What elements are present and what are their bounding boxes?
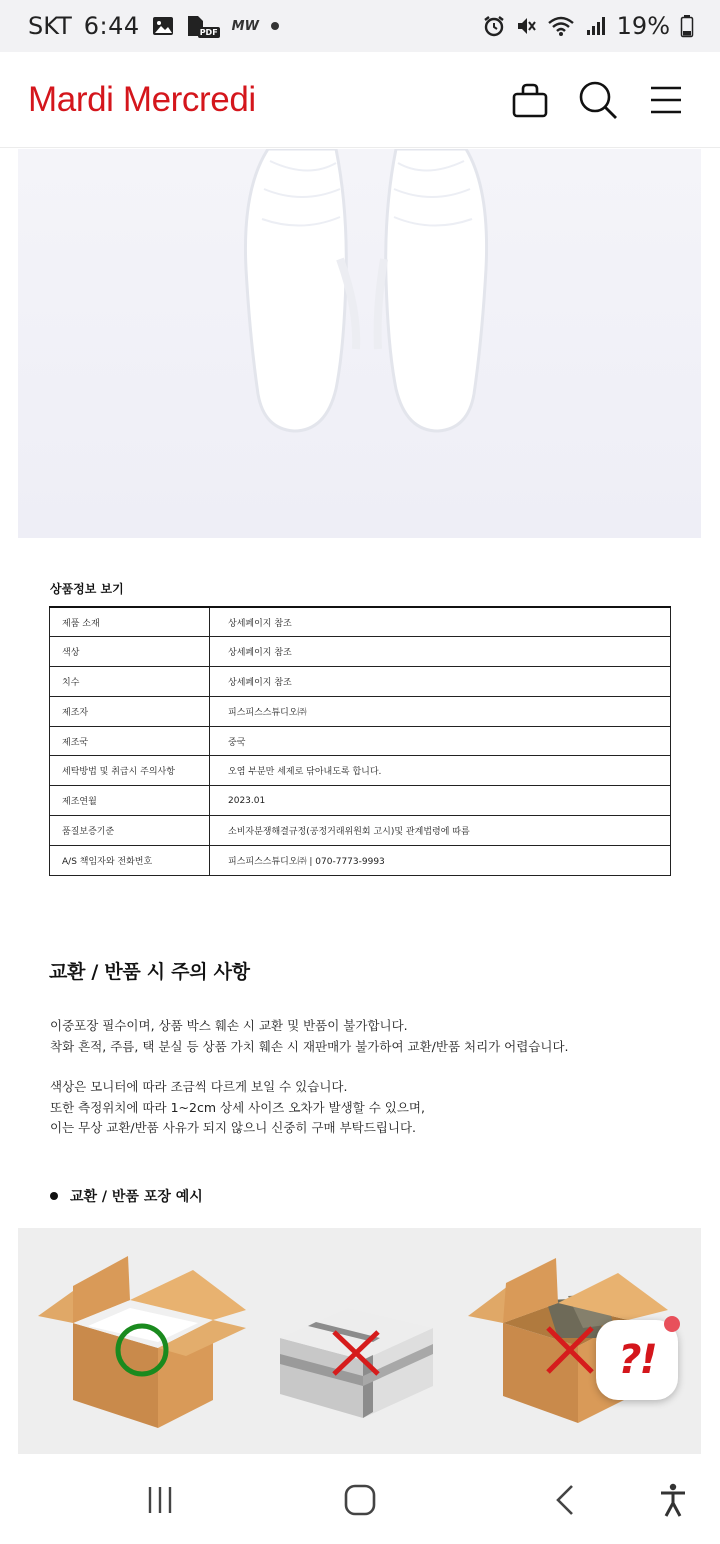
recent-apps-button[interactable] bbox=[130, 1456, 190, 1544]
site-header bbox=[0, 52, 720, 148]
packing-title bbox=[50, 1186, 203, 1206]
brand-logo[interactable]: Mardi Mercredi bbox=[28, 79, 256, 119]
accessibility-icon bbox=[659, 1483, 687, 1517]
notice-line: 착화 흔적, 주름, 택 분실 등 상품 가치 훼손 시 재판매가 불가하여 교환/반품 처리가 어렵습니다. bbox=[50, 1038, 569, 1054]
shopping-bag-icon bbox=[511, 81, 549, 119]
signal-icon bbox=[585, 15, 607, 37]
table-row bbox=[50, 637, 671, 667]
row-label: 제품 소재 bbox=[50, 607, 210, 637]
mw-label: MW bbox=[231, 18, 259, 34]
status-bar bbox=[0, 0, 720, 52]
home-button[interactable] bbox=[330, 1456, 390, 1544]
system-nav-bar bbox=[0, 1456, 720, 1544]
recent-apps-icon bbox=[145, 1485, 175, 1515]
help-floating-button[interactable] bbox=[596, 1320, 678, 1400]
mute-icon bbox=[515, 15, 537, 37]
battery-percent: 19% bbox=[616, 12, 670, 40]
bullet-icon bbox=[50, 1192, 58, 1200]
pdf-label: PDF bbox=[199, 27, 218, 37]
menu-button[interactable] bbox=[646, 78, 686, 122]
row-label: A/S 책임자와 전화번호 bbox=[50, 845, 210, 875]
table-row bbox=[50, 845, 671, 875]
notice-line: 이는 무상 교환/반품 사유가 되지 않으니 신중히 구매 부탁드립니다. bbox=[50, 1120, 416, 1135]
wifi-icon bbox=[547, 15, 575, 37]
table-row bbox=[50, 607, 671, 637]
notice-heading: 교환 / 반품 시 주의 사항 bbox=[49, 961, 250, 983]
notice-paragraph-1 bbox=[50, 1016, 569, 1057]
battery-icon bbox=[680, 14, 694, 38]
notification-dot-icon bbox=[271, 22, 279, 30]
table-row bbox=[50, 726, 671, 756]
row-value: 상세페이지 참조 bbox=[210, 637, 671, 667]
clock: 6:44 bbox=[83, 12, 140, 40]
packing-title-text: 교환 / 반품 포장 예시 bbox=[70, 1189, 203, 1205]
row-label: 제조국 bbox=[50, 726, 210, 756]
back-icon bbox=[555, 1484, 575, 1516]
table-row bbox=[50, 696, 671, 726]
product-info-table bbox=[49, 606, 671, 876]
row-value: 중국 bbox=[210, 726, 671, 756]
menu-icon bbox=[649, 85, 683, 115]
product-info-title: 상품정보 보기 bbox=[50, 582, 124, 596]
row-value: 오염 부분만 세제로 닦아내도록 합니다. bbox=[210, 756, 671, 786]
row-value: 상세페이지 참조 bbox=[210, 667, 671, 697]
carrier-label: SKT bbox=[28, 12, 72, 40]
row-label: 품질보증기준 bbox=[50, 816, 210, 846]
table-row bbox=[50, 667, 671, 697]
search-button[interactable] bbox=[578, 78, 618, 122]
row-label: 색상 bbox=[50, 637, 210, 667]
home-icon bbox=[344, 1484, 376, 1516]
row-value: 피스피스스튜디오㈜ bbox=[210, 696, 671, 726]
row-label: 세탁방법 및 취급시 주의사항 bbox=[50, 756, 210, 786]
table-row bbox=[50, 786, 671, 816]
notice-line: 또한 측정위치에 따라 1~2cm 상세 사이즈 오차가 발생할 수 있으며, bbox=[50, 1099, 425, 1115]
row-label: 제조자 bbox=[50, 696, 210, 726]
row-value: 2023.01 bbox=[210, 786, 671, 816]
alarm-icon bbox=[483, 15, 505, 37]
row-value: 피스피스스튜디오㈜ | 070-7773-9993 bbox=[210, 845, 671, 875]
table-row bbox=[50, 816, 671, 846]
table-row bbox=[50, 756, 671, 786]
row-label: 치수 bbox=[50, 667, 210, 697]
back-button[interactable] bbox=[535, 1456, 595, 1544]
packing-example-taped-no bbox=[280, 1308, 433, 1418]
packing-example-ok bbox=[38, 1256, 246, 1428]
accessibility-button[interactable] bbox=[648, 1456, 698, 1544]
search-icon bbox=[578, 80, 618, 120]
notice-line: 색상은 모니터에 따라 조금씩 다르게 보일 수 있습니다. bbox=[50, 1079, 348, 1094]
shopping-bag-button[interactable] bbox=[510, 78, 550, 122]
notification-badge bbox=[664, 1316, 680, 1332]
notice-line: 이중포장 필수이며, 상품 박스 훼손 시 교환 및 반품이 불가합니다. bbox=[50, 1018, 408, 1033]
pdf-file-icon bbox=[186, 15, 220, 38]
row-value: 소비자분쟁해결규정(공정거래위원회 고시)및 관계법령에 따름 bbox=[210, 816, 671, 846]
help-label: ?! bbox=[618, 1337, 656, 1383]
product-image bbox=[18, 149, 701, 538]
image-icon bbox=[152, 16, 174, 36]
row-value: 상세페이지 참조 bbox=[210, 607, 671, 637]
row-label: 제조연월 bbox=[50, 786, 210, 816]
notice-paragraph-2 bbox=[50, 1077, 425, 1139]
